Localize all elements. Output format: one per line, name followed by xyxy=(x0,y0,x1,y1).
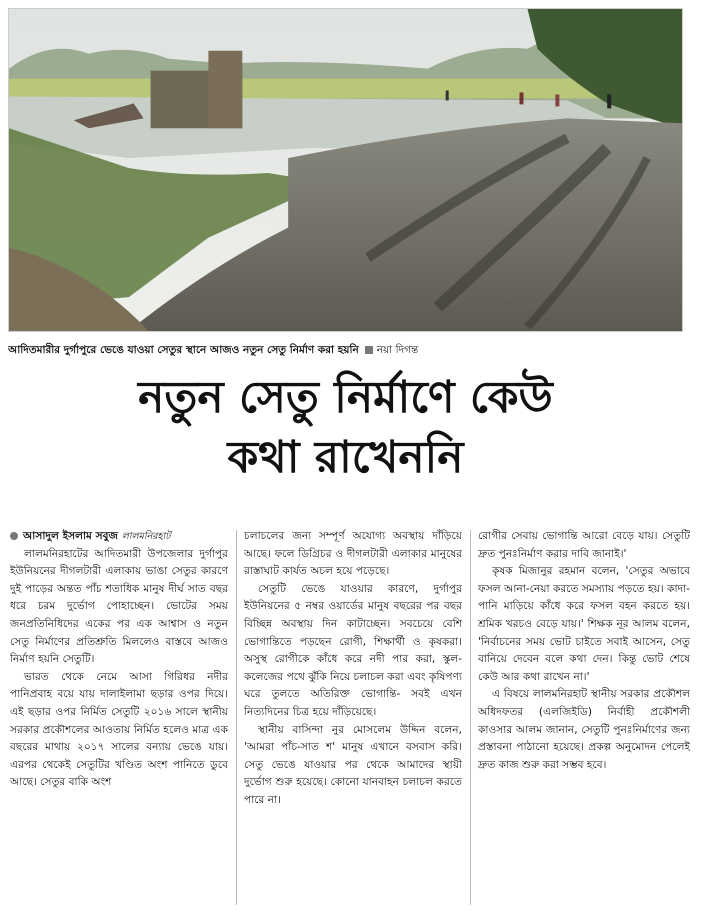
paragraph: ভারত থেকে নেমে আসা গিরিধর নদীর পানিপ্রবাহ বয়ে যায় দালাইলামা ছড়ার ওপর দিয়ে। এই ছড়ার ওপর নির্মিত সেতুটি ২০১৬ সালে স্থানীয় সরকার প্রকৌশলের আওতায় নির্মিত হলেও মাত্র এক বছরের মাথায় ২০১৭ সালের বন্যায় ভেঙে যায়। এরপর থেকেই সেতুটির খণ্ডিত অংশ পানিতে ডুবে আছে। সেতুর বাকি অংশ xyxy=(10,670,228,789)
headline-line-1: নতুন সেতু নির্মাণে কেউ xyxy=(138,372,553,423)
paragraph: লালমনিরহাটের আদিতমারী উপজেলার দুর্গাপুর ইউনিয়নের দীগলটারী এলাকায় ভাঙা সেতুর কারণে দুই পাড়ের অন্তত পাঁচ শতাধিক মানুষ দীর্ঘ সাত বছর ধরে চরম দুর্ভোগ পোহাচ্ছেন। ভোটের সময় জনপ্রতিনিধিদের একের পর এক আশ্বাস ও নতুন সেতু নির্মাণের প্রতিশ্রুতি মিললেও বাস্তবে আজও নির্মাণ হয়নি সেতুটি। xyxy=(10,547,228,666)
paragraph: কৃষক মিজানুর রহমান বলেন, 'সেতুর অভাবে ফসল আনা-নেয়া করতে সমস্যায় পড়তে হয়। কাদা-পানি মাড়িয়ে কাঁধে করে ফসল বহন করতে হয়। শ্রমিক খরচও বেড়ে যায়।' শিক্ষক নূর আলম বলেন, 'নির্বাচনের সময় ভোট চাইতে সবাই আসেন, সেতু বানিয়ে দেবেন বলে কথা দেন। কিন্তু ভোট শেষে কেউ আর কথা রাখেন না।' xyxy=(478,565,690,683)
photo-caption xyxy=(8,340,683,360)
byline-author: আসাদুল ইসলাম সবুজ xyxy=(23,530,118,542)
article-column-1 xyxy=(10,528,228,908)
article-column-2 xyxy=(244,528,462,908)
paragraph: চলাচলের জন্য সম্পূর্ণ অযোগ্য অবস্থায় দাঁড়িয়ে আছে। ফলে ডিগ্রিচর ও দীগলটারী এলাকার মানুষের রাস্তাঘাট কার্যত অচল হয়ে পড়েছে। xyxy=(244,530,462,578)
news-photo xyxy=(8,8,683,332)
bullet-icon xyxy=(10,532,18,540)
byline xyxy=(10,528,228,546)
headline-line-2: কথা রাখেননি xyxy=(227,432,464,483)
caption-square-icon xyxy=(365,346,373,354)
paragraph: স্থানীয় বাসিন্দা নুর মোসলেম উদ্দিন বলেন, 'আমরা পাঁচ-সাত শ' মানুষ এখানে বসবাস করি। সেতু ভেঙে যাওয়ার পর থেকে আমাদের স্থায়ী দুর্ভোগ শুরু হয়েছে। কোনো যানবাহন চলাচল করতে পারে না। xyxy=(244,723,462,806)
headline xyxy=(8,368,683,488)
river-photo-icon xyxy=(9,9,682,331)
column-divider xyxy=(470,530,471,905)
caption-text: আদিতমারীর দুর্গাপুরে ভেঙে যাওয়া সেতুর স্থানে আজও নতুন সেতু নির্মাণ করা হয়নি xyxy=(8,344,359,356)
article-column-3 xyxy=(478,528,690,908)
byline-place: লালমনিরহাট xyxy=(121,531,171,542)
column-divider xyxy=(236,530,237,905)
paragraph: সেতুটি ভেঙে যাওয়ার কারণে, দুর্গাপুর ইউনিয়নের ৫ নম্বর ওয়ার্ডের মানুষ বছরের পর বছর বিচ্ছিন্ন অবস্থায় দিন কাটাচ্ছেন। সবচেয়ে বেশি ভোগান্তিতে পড়ছেন রোগী, শিক্ষার্থী ও কৃষকরা। অসুস্থ রোগীকে কাঁধে করে নদী পার করা, স্কুল-কলেজের পথে ঝুঁকি নিয়ে চলাচল করা এবং কৃষিপণ্য ঘরে তুলতে অতিরিক্ত ভোগান্তি- সবই এখন নিত্যদিনের চিত্র হয়ে দাঁড়িয়েছে। xyxy=(244,582,462,718)
caption-credit: নয়া দিগন্ত xyxy=(376,344,419,356)
paragraph: এ বিষয়ে লালমনিরহাট স্থানীয় সরকার প্রকৌশল অধিদফতর (এলজিইডি) নির্বাহী প্রকৌশলী কাওসার আলম জানান, সেতুটি পুনঃনির্মাণের জন্য প্রস্তাবনা পাঠানো হয়েছে। প্রকল্প অনুমোদন পেলেই দ্রুত কাজ শুরু করা সম্ভব হবে। xyxy=(478,688,690,771)
paragraph: রোগীর সেবায় ভোগান্তি আরো বেড়ে যায়। সেতুটি দ্রুত পুনঃনির্মাণ করার দাবি জানাই।' xyxy=(478,530,690,560)
